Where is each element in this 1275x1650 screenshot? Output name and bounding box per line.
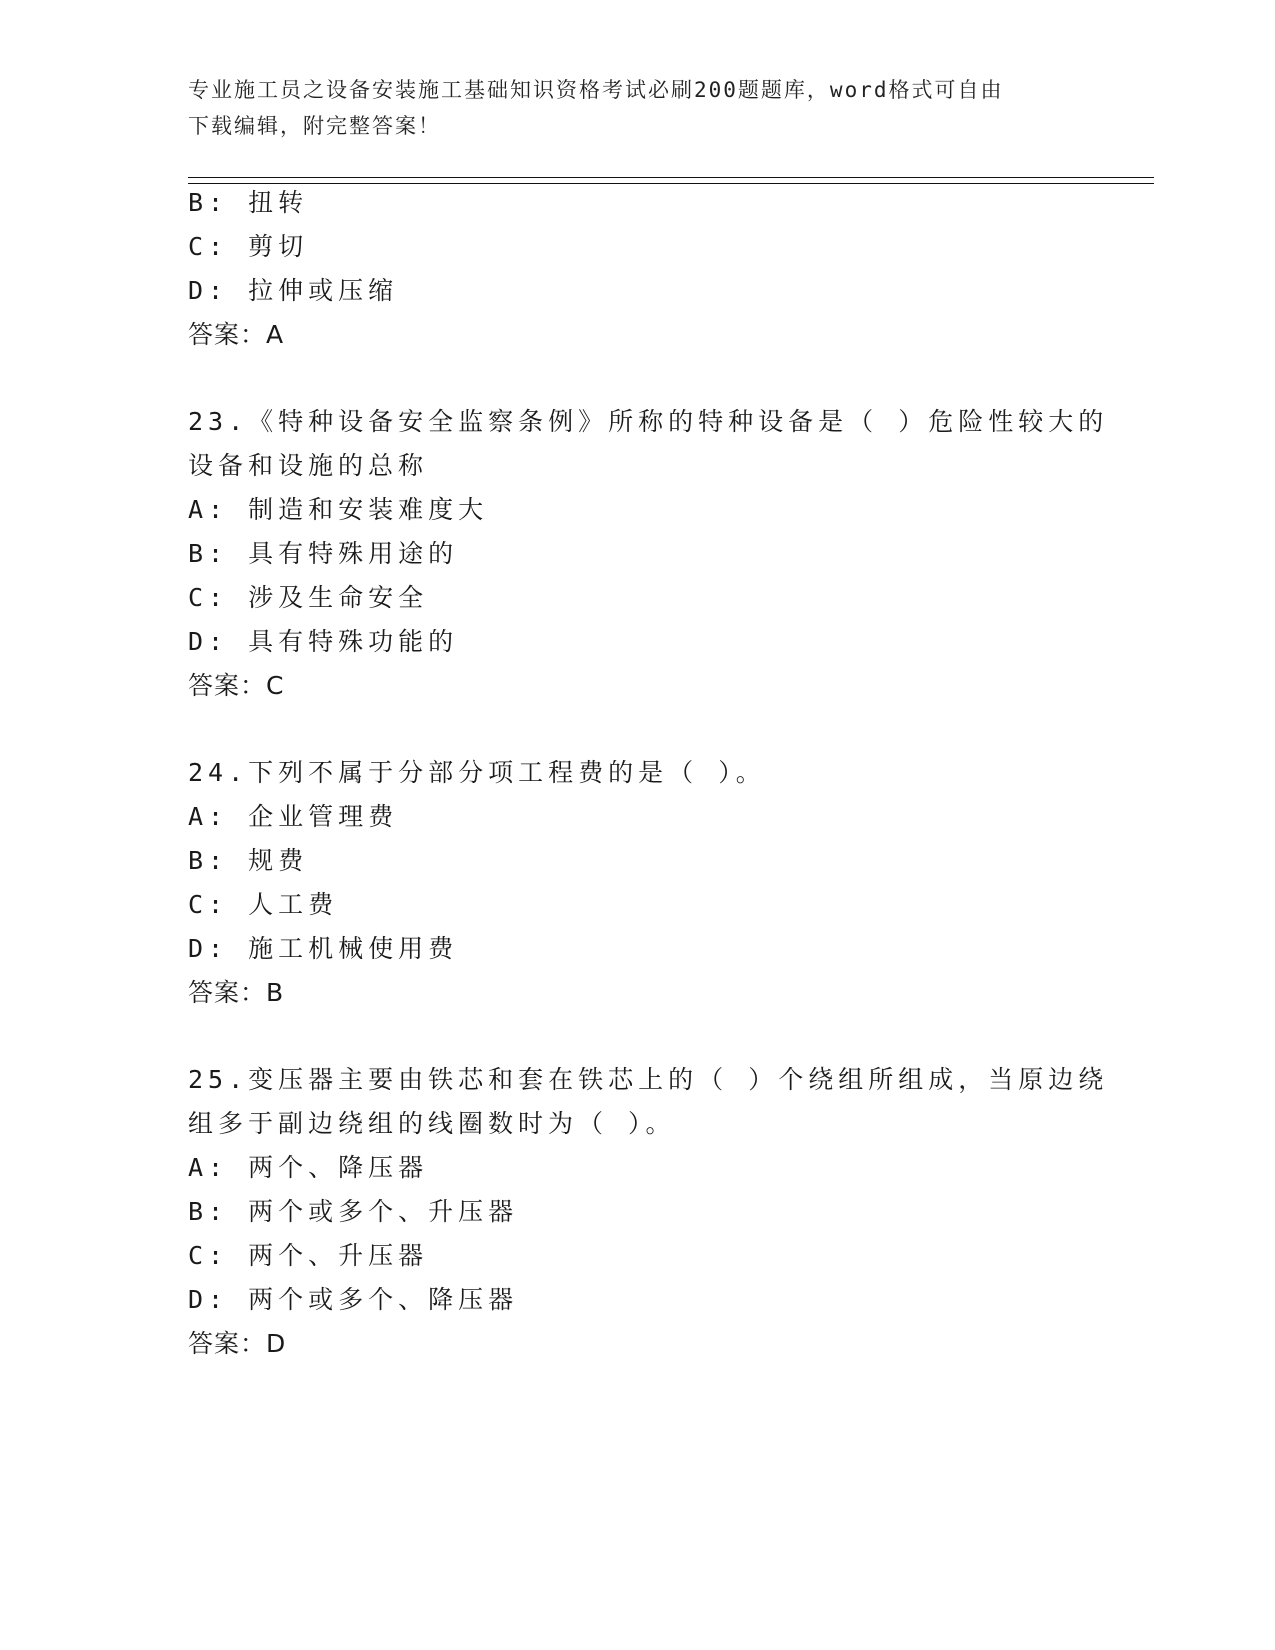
option-line: C: 两个、升压器 <box>188 1241 429 1270</box>
answer-line: 答案：C <box>188 671 285 700</box>
question-stem-line: 24.下列不属于分部分项工程费的是（ ）。 <box>188 758 766 787</box>
option-line: C: 人工费 <box>188 890 339 919</box>
question-stem-line: 设备和设施的总称 <box>188 451 429 480</box>
question-stem-line: 23.《特种设备安全监察条例》所称的特种设备是（ ）危险性较大的 <box>188 407 1109 436</box>
option-line: D: 两个或多个、降压器 <box>188 1285 519 1314</box>
option-line: B: 扭转 <box>188 188 309 217</box>
answer-line: 答案：B <box>188 978 285 1007</box>
option-line: D: 具有特殊功能的 <box>188 627 459 656</box>
answer-line: 答案：D <box>188 1329 287 1358</box>
option-line: A: 制造和安装难度大 <box>188 495 489 524</box>
option-line: B: 具有特殊用途的 <box>188 539 459 568</box>
option-line: C: 涉及生命安全 <box>188 583 429 612</box>
option-line: A: 两个、降压器 <box>188 1153 429 1182</box>
header-divider <box>188 177 1154 184</box>
header-line-2: 下载编辑，附完整答案！ <box>188 114 441 138</box>
answer-line: 答案：A <box>188 320 285 349</box>
option-line: C: 剪切 <box>188 232 309 261</box>
document-header <box>188 72 1068 144</box>
header-line-1: 专业施工员之设备安装施工基础知识资格考试必刷200题题库，word格式可自由 <box>188 78 1004 102</box>
option-line: D: 施工机械使用费 <box>188 934 459 963</box>
option-line: D: 拉伸或压缩 <box>188 276 399 305</box>
option-line: B: 两个或多个、升压器 <box>188 1197 519 1226</box>
question-stem-line: 25.变压器主要由铁芯和套在铁芯上的（ ）个绕组所组成，当原边绕 <box>188 1065 1109 1094</box>
option-line: A: 企业管理费 <box>188 802 399 831</box>
option-line: B: 规费 <box>188 846 309 875</box>
question-stem-line: 组多于副边绕组的线圈数时为（ ）。 <box>188 1109 676 1138</box>
